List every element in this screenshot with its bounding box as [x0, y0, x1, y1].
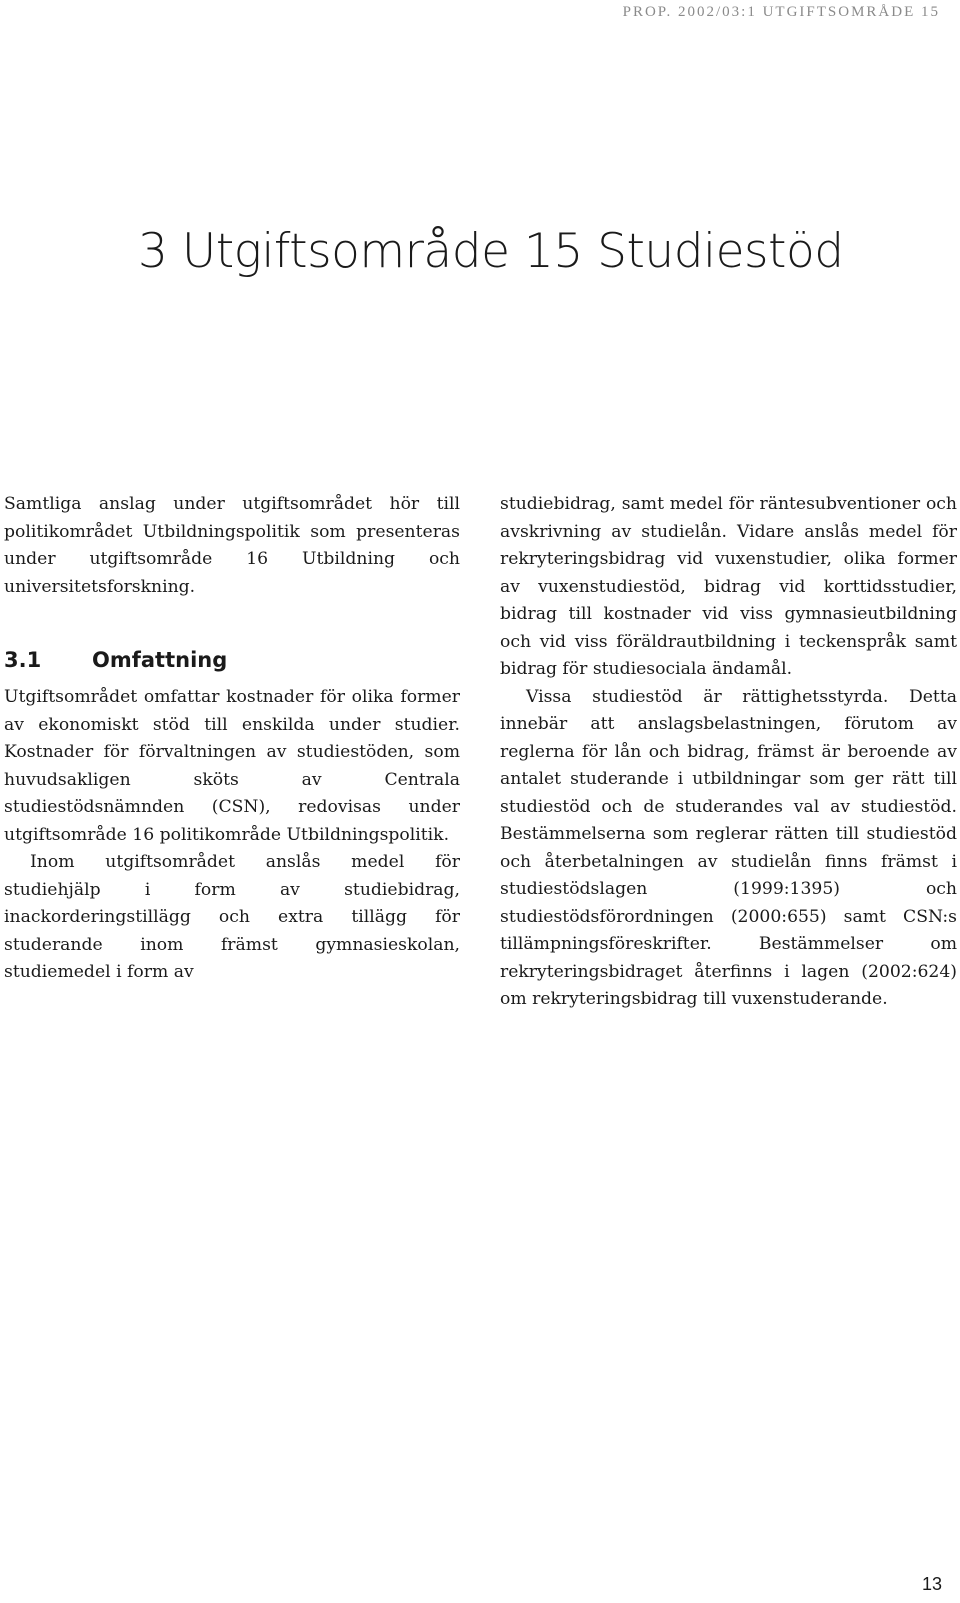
text-column-right [500, 491, 957, 1014]
section-number: 3.1 [4, 648, 42, 672]
paragraph-scope: Utgiftsområdet omfattar kostnader för olika former av ekonomiskt stöd till enskilda under studier. Kostnader för förvaltningen av studiestöden, som huvudsakligen sköts av Centrala studiestödsnämnden (CSN), redovisas under utgiftsområde 16 politikområde Utbildningspolitik. [4, 687, 460, 845]
intro-paragraph: Samtliga anslag under utgiftsområdet hör till politikområdet Utbildningspolitik som presenteras under utgiftsområde 16 Utbildning och universitetsforskning. [4, 494, 460, 597]
section-heading [4, 646, 460, 674]
running-header: PROP. 2002/03:1 UTGIFTSOMRÅDE 15 [622, 4, 940, 20]
paragraph-appropriations-continued: studiebidrag, samt medel för räntesubventioner och avskrivning av studielån. Vidare anslås medel för rekryteringsbidrag vid vuxenstudier, olika former av vuxenstudiestöd, bidrag vid korttidsstudier, bidrag till kostnader vid viss gymnasieutbildning och vid viss föräldrautbildning i teckenspråk samt bidrag för studiesociala ändamål. [500, 494, 957, 679]
page-number: 13 [921, 1574, 942, 1594]
paragraph-appropriations: Inom utgiftsområdet anslås medel för studiehjälp i form av studiebidrag, inackorderingstillägg och extra tillägg för studerande inom främst gymnasieskolan, studiemedel i form av [4, 852, 460, 982]
paragraph-entitlement: Vissa studiestöd är rättighetsstyrda. Detta innebär att anslagsbelastningen, förutom av reglerna för lån och bidrag, främst är beroende av antalet studerande i utbildningar som ger rätt till studiestöd och de studerandes val av studiestöd. Bestämmelserna som reglerar rätten till studiestöd och återbetalningen av studielån finns främst i studiestödslagen (1999:1395) och studiestödsförordningen (2000:655) samt CSN:s tillämpningsföreskrifter. Bestämmelser om rekryteringsbidraget återfinns i lagen (2002:624) om rekryteringsbidrag till vuxenstuderande. [500, 686, 957, 1009]
chapter-title: 3 Utgiftsområde 15 Studiestöd [138, 224, 844, 279]
text-column-left [4, 491, 460, 987]
section-title: Omfattning [92, 648, 228, 672]
